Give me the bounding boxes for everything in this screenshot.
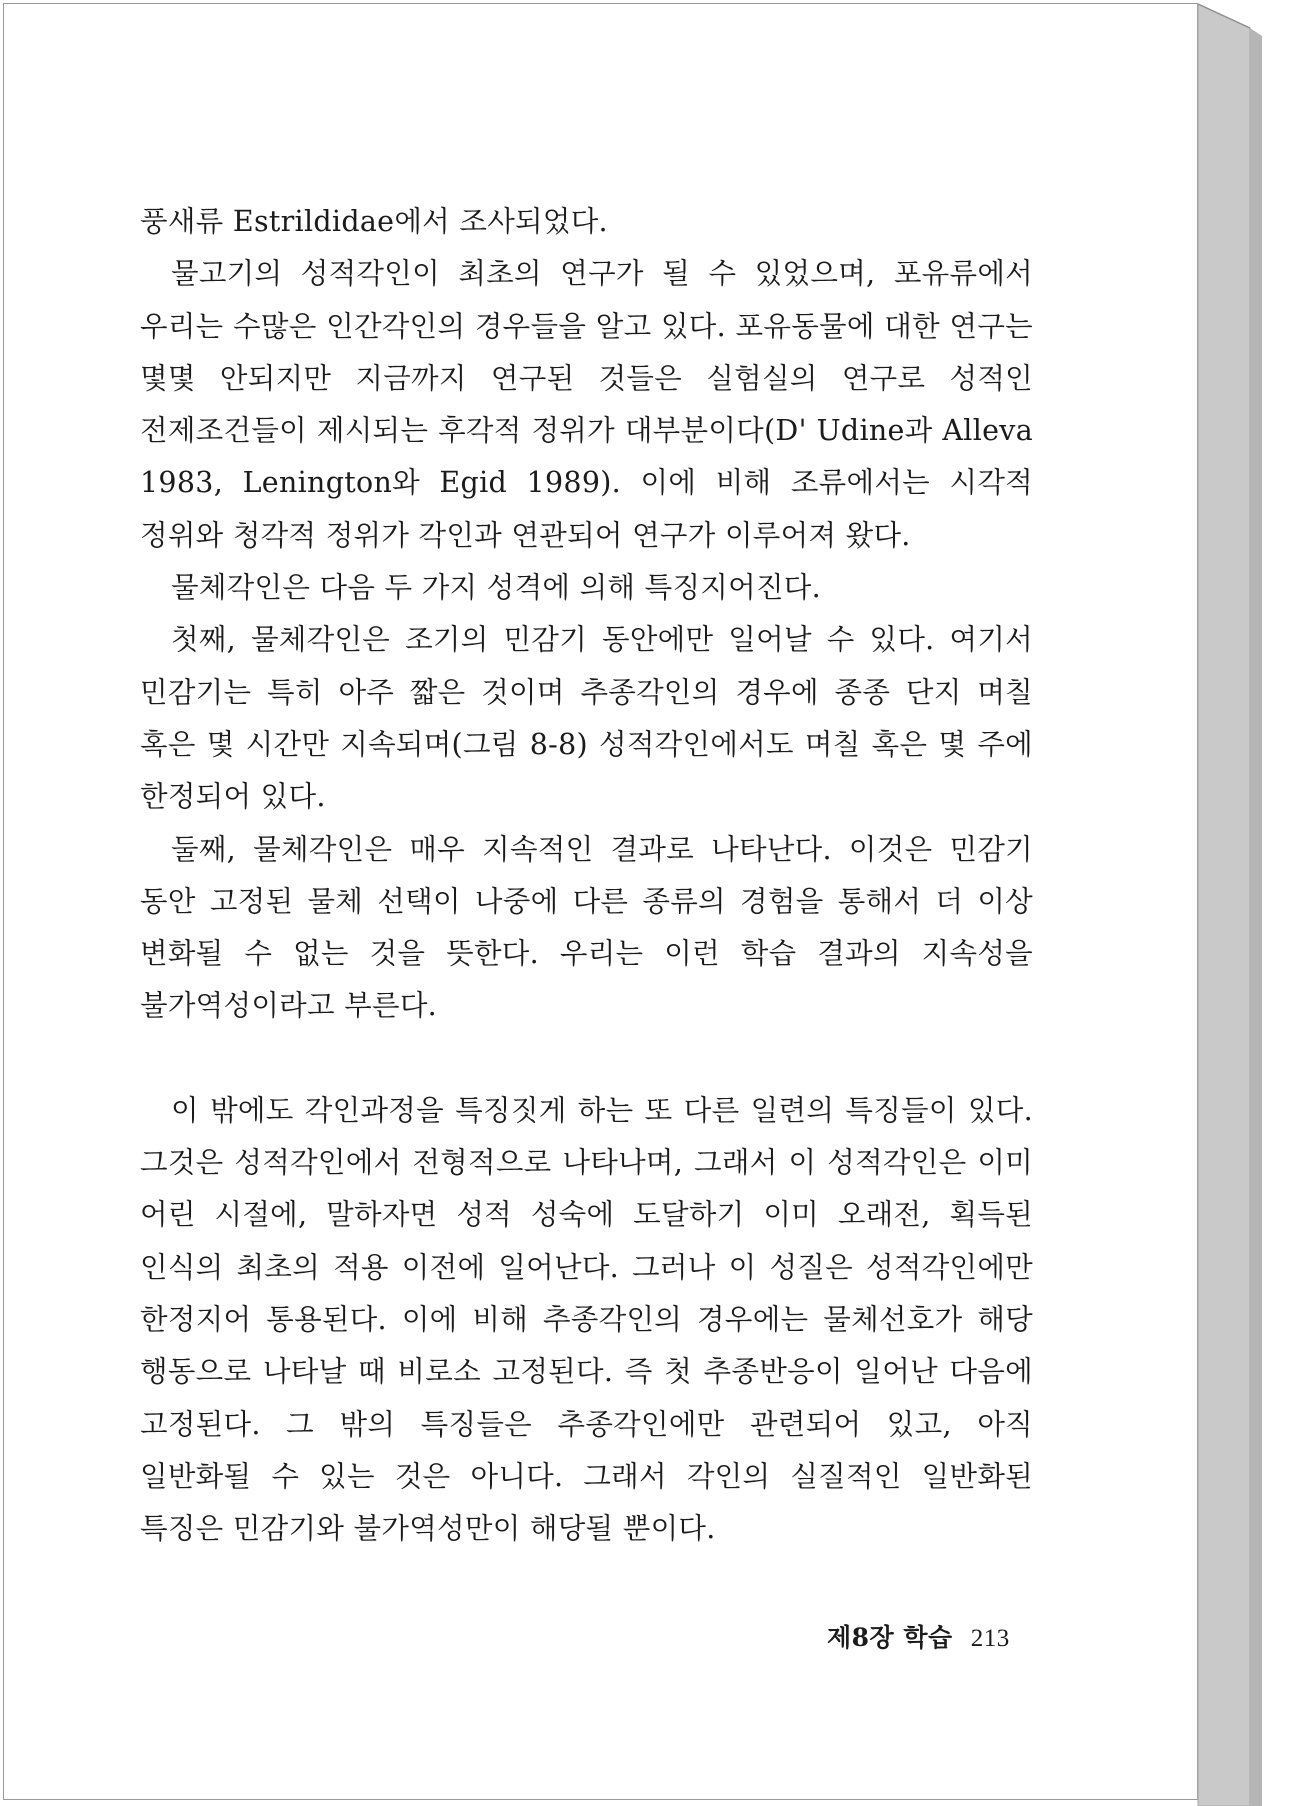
paragraph-2: 물고기의 성적각인이 최초의 연구가 될 수 있었으며, 포유류에서 우리는 수많은 인간각인의 경우들을 알고 있다. 포유동물에 대한 연구는 몇몇 안되지만 지금까지 연구된 것들은 실험실의 연구로 성적인 전제조건들이 제시되는 후각적 정위가 대부분이다(D' Udine과 Alleva 1983, Lenington와 Egid 1989). 이에 비해 조류에서는 시각적 정위와 청각적 정위가 각인과 연관되어 연구가 이루어져 왔다. xyxy=(140,257,1033,552)
page-footer xyxy=(827,1618,1010,1654)
page-number: 213 xyxy=(970,1625,1010,1652)
paragraph-5: 둘째, 물체각인은 매우 지속적인 결과로 나타난다. 이것은 민감기 동안 고정된 물체 선택이 나중에 다른 종류의 경험을 통해서 더 이상 변화될 수 없는 것을 뜻한다. 우리는 이런 학습 결과의 지속성을 불가역성이라고 부른다. xyxy=(140,832,1033,1023)
paragraph-1: 풍새류 Estrildidae에서 조사되었다. xyxy=(140,205,608,238)
body-text xyxy=(140,196,1033,1555)
chapter-title: 제8장 학습 xyxy=(827,1623,953,1652)
paragraph-4: 첫째, 물체각인은 조기의 민감기 동안에만 일어날 수 있다. 여기서 민감기는 특히 아주 짧은 것이며 추종각인의 경우에 종종 단지 며칠 혹은 몇 시간만 지속되며(그림 8-8) 성적각인에서도 며칠 혹은 몇 주에 한정되어 있다. xyxy=(140,623,1033,814)
paragraph-6: 이 밖에도 각인과정을 특징짓게 하는 또 다른 일련의 특징들이 있다. 그것은 성적각인에서 전형적으로 나타나며, 그래서 이 성적각인은 이미 어린 시절에, 말하자면 성적 성숙에 도달하기 이미 오래전, 획득된 인식의 최초의 적용 이전에 일어난다. 그러나 이 성질은 성적각인에만 한정지어 통용된다. 이에 비해 추종각인의 경우에는 물체선호가 해당 행동으로 나타날 때 비로소 고정된다. 즉 첫 추종반응이 일어난 다음에 고정된다. 그 밖의 특징들은 추종각인에만 관련되어 있고, 아직 일반화될 수 있는 것은 아니다. 그래서 각인의 실질적인 일반화된 특징은 민감기와 불가역성만이 해당될 뿐이다. xyxy=(140,1093,1033,1546)
paragraph-3: 물체각인은 다음 두 가지 성격에 의해 특징지어진다. xyxy=(171,571,821,605)
